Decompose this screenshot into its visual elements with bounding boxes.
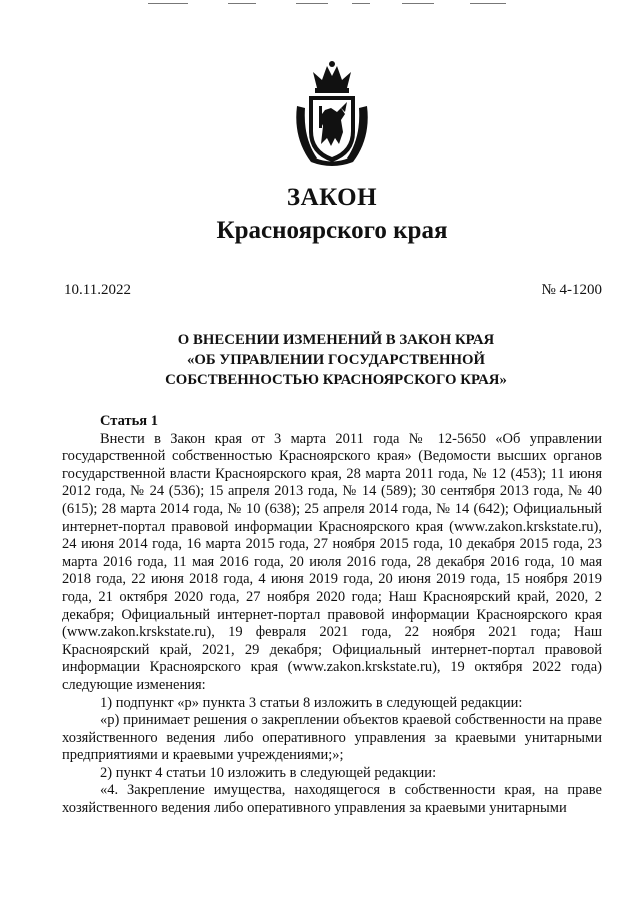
scan-artifact xyxy=(296,3,328,4)
document-title xyxy=(60,330,612,390)
title-line: СОБСТВЕННОСТЬЮ КРАСНОЯРСКОГО КРАЯ» xyxy=(165,372,507,388)
article-heading: Статья 1 xyxy=(100,413,158,429)
document-body xyxy=(62,413,602,818)
title-line: О ВНЕСЕНИИ ИЗМЕНЕНИЙ В ЗАКОН КРАЯ xyxy=(177,332,495,348)
scan-artifact xyxy=(148,3,188,4)
intro-paragraph: Внести в Закон края от 3 марта 2011 года № 12-5650 «Об управлении государственной собственностью Красноярского края» (Ведомости высших органов государственной власти Красноярского края, 28 марта 2011 года, № 12 (453); 11 июня 2012 года, № 24 (536); 15 апреля 2013 года, № 14 (589); 30 сентября 2013 года, № 40 (615); 28 марта 2014 года, № 10 (638); 25 апреля 2014 года, № 14 (642); Официальный интернет-портал правовой информации Красноярского края (www.zakon.krskstate.ru), 24 июня 2014 года, 16 марта 2015 года, 27 ноября 2015 года, 10 декабря 2015 года, 23 марта 2016 года, 11 мая 2016 года, 20 июля 2016 года, 28 декабря 2016 года, 10 мая 2018 года, 22 июня 2018 года, 4 июня 2019 года, 20 июня 2019 года, 15 ноября 2019 года, 21 октября 2020 года, 27 ноября 2020 года; Наш Красноярский край, 2020, 2 декабря; Официальный интернет-портал правовой информации Красноярского края (www.zakon.krskstate.ru), 19 февраля 2021 года, 22 ноября 2021 года; Наш Красноярский край, 2021, 29 декабря; Официальный интернет-портал правовой информации Красноярского края (www.zakon.krskstate.ru), 19 октября 2022 года) следующие изменения: xyxy=(62,430,602,693)
law-subtitle: Красноярского края xyxy=(216,217,448,244)
scan-artifact xyxy=(228,3,256,4)
amendment-item-2: 2) пункт 4 статьи 10 изложить в следующей редакции: xyxy=(100,764,437,781)
law-date: 10.11.2022 xyxy=(64,282,131,298)
scan-artifact xyxy=(352,3,370,4)
law-heading: ЗАКОН xyxy=(286,184,378,211)
amendment-item-1: 1) подпункт «р» пункта 3 статьи 8 изложить в следующей редакции: xyxy=(100,694,523,711)
scan-artifact xyxy=(470,3,506,4)
amendment-item-2-text: «4. Закрепление имущества, находящегося в собственности края, на праве хозяйственного ведения либо оперативного управления за краевыми унитарными xyxy=(62,782,602,817)
scan-artifact xyxy=(402,3,434,4)
krasnoyarsk-coat-of-arms-icon xyxy=(291,58,373,170)
law-number: № 4-1200 xyxy=(541,282,602,298)
amendment-item-1-text: «р) принимает решения о закреплении объектов краевой собственности на праве хозяйственного ведения либо оперативного управления за краевыми унитарными предприятиями и краевыми учреждениями;»; xyxy=(62,712,602,764)
title-line: «ОБ УПРАВЛЕНИИ ГОСУДАРСТВЕННОЙ xyxy=(186,352,486,368)
